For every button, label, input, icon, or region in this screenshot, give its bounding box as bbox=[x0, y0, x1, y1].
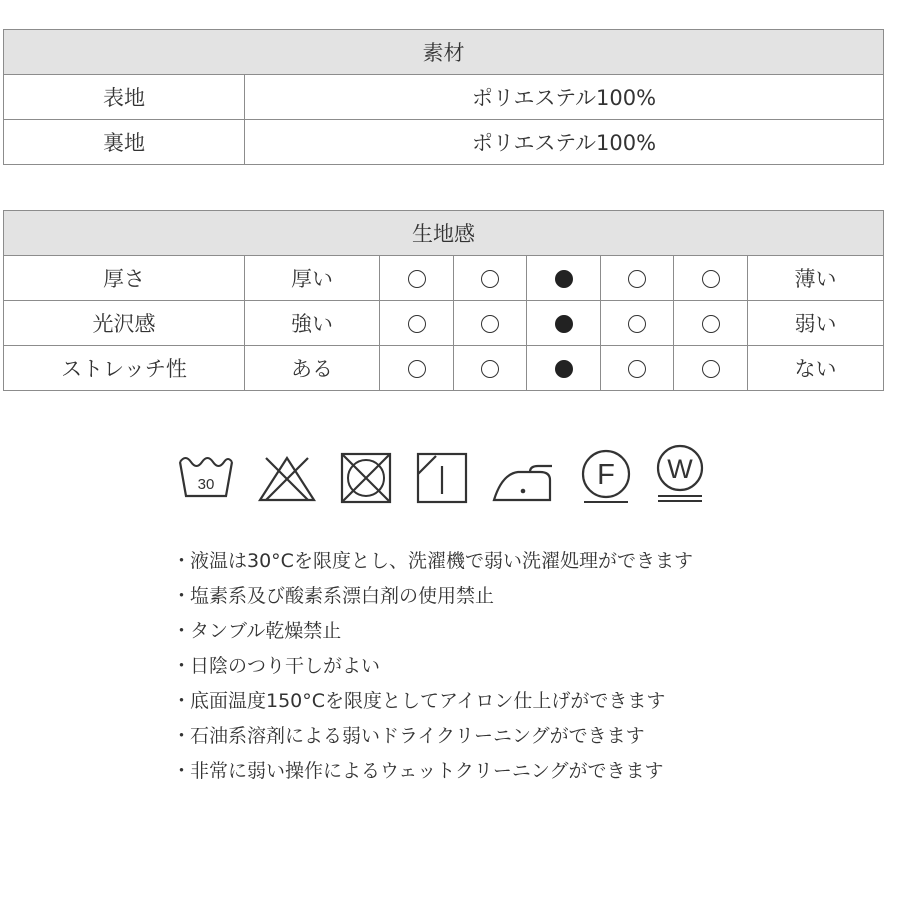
scale-cell bbox=[380, 301, 454, 346]
note-text: 石油系溶剤による弱いドライクリーニングができます bbox=[190, 725, 645, 747]
feel-right-term: 弱い bbox=[748, 301, 884, 346]
wash-30-icon bbox=[176, 442, 236, 504]
scale-dot-selected-icon bbox=[555, 270, 573, 288]
scale-dot-icon bbox=[628, 270, 646, 288]
feel-label: 厚さ bbox=[4, 256, 245, 301]
list-item bbox=[172, 719, 693, 754]
list-item bbox=[172, 649, 693, 684]
bullet: ・ bbox=[172, 550, 192, 572]
scale-dot-icon bbox=[628, 360, 646, 378]
bullet: ・ bbox=[172, 620, 192, 642]
scale-dot-icon bbox=[628, 315, 646, 333]
iron-low-icon bbox=[490, 442, 556, 504]
feel-left-term: 厚い bbox=[245, 256, 380, 301]
material-table bbox=[3, 29, 884, 165]
care-symbols bbox=[172, 442, 712, 512]
scale-dot-icon bbox=[481, 315, 499, 333]
scale-cell bbox=[601, 346, 674, 391]
scale-cell bbox=[674, 256, 748, 301]
note-text: 非常に弱い操作によるウェットクリーニングができます bbox=[190, 760, 664, 782]
wet-clean-w-icon bbox=[652, 442, 708, 504]
scale-dot-icon bbox=[702, 360, 720, 378]
material-row bbox=[4, 75, 884, 120]
list-item bbox=[172, 754, 693, 789]
note-text: 底面温度150°Cを限度としてアイロン仕上げができます bbox=[190, 690, 666, 712]
feel-left-term: ある bbox=[245, 346, 380, 391]
scale-cell bbox=[380, 256, 454, 301]
note-text: 塩素系及び酸素系漂白剤の使用禁止 bbox=[190, 585, 495, 607]
scale-cell bbox=[454, 346, 527, 391]
scale-cell bbox=[601, 301, 674, 346]
no-bleach-icon bbox=[254, 442, 320, 504]
scale-dot-icon bbox=[481, 270, 499, 288]
svg-text:F: F bbox=[597, 459, 615, 491]
care-notes-list bbox=[172, 544, 693, 789]
scale-cell bbox=[380, 346, 454, 391]
feel-label: ストレッチ性 bbox=[4, 346, 245, 391]
shade-dry-icon bbox=[414, 442, 470, 504]
fabric-feel-row bbox=[4, 346, 884, 391]
scale-cell bbox=[454, 256, 527, 301]
scale-dot-icon bbox=[702, 270, 720, 288]
note-text: 液温は30°Cを限度とし、洗濯機で弱い洗濯処理ができます bbox=[190, 550, 693, 572]
bullet: ・ bbox=[172, 725, 192, 747]
scale-cell bbox=[674, 301, 748, 346]
bullet: ・ bbox=[172, 760, 192, 782]
material-value: ポリエステル100% bbox=[245, 120, 884, 165]
dry-clean-f-icon bbox=[578, 442, 634, 504]
scale-dot-icon bbox=[408, 360, 426, 378]
feel-label: 光沢感 bbox=[4, 301, 245, 346]
svg-text:W: W bbox=[667, 454, 693, 484]
scale-cell bbox=[674, 346, 748, 391]
list-item bbox=[172, 579, 693, 614]
fabric-feel-row bbox=[4, 301, 884, 346]
no-tumble-dry-icon bbox=[338, 442, 394, 504]
scale-dot-icon bbox=[702, 315, 720, 333]
material-label: 裏地 bbox=[4, 120, 245, 165]
feel-right-term: 薄い bbox=[748, 256, 884, 301]
bullet: ・ bbox=[172, 585, 192, 607]
scale-dot-icon bbox=[408, 315, 426, 333]
note-text: 日陰のつり干しがよい bbox=[190, 655, 381, 677]
bullet: ・ bbox=[172, 655, 192, 677]
material-value: ポリエステル100% bbox=[245, 75, 884, 120]
scale-dot-icon bbox=[481, 360, 499, 378]
fabric-feel-table bbox=[3, 210, 884, 391]
scale-cell bbox=[601, 256, 674, 301]
fabric-feel-header: 生地感 bbox=[4, 211, 884, 256]
scale-dot-icon bbox=[408, 270, 426, 288]
note-text: タンブル乾燥禁止 bbox=[190, 620, 342, 642]
fabric-feel-row bbox=[4, 256, 884, 301]
list-item bbox=[172, 684, 693, 719]
scale-dot-selected-icon bbox=[555, 315, 573, 333]
list-item bbox=[172, 614, 693, 649]
scale-cell bbox=[527, 256, 601, 301]
material-header: 素材 bbox=[4, 30, 884, 75]
list-item bbox=[172, 544, 693, 579]
scale-cell bbox=[527, 301, 601, 346]
feel-left-term: 強い bbox=[245, 301, 380, 346]
scale-dot-selected-icon bbox=[555, 360, 573, 378]
material-label: 表地 bbox=[4, 75, 245, 120]
bullet: ・ bbox=[172, 690, 192, 712]
svg-text:30: 30 bbox=[197, 476, 215, 493]
scale-cell bbox=[527, 346, 601, 391]
feel-right-term: ない bbox=[748, 346, 884, 391]
material-row bbox=[4, 120, 884, 165]
scale-cell bbox=[454, 301, 527, 346]
